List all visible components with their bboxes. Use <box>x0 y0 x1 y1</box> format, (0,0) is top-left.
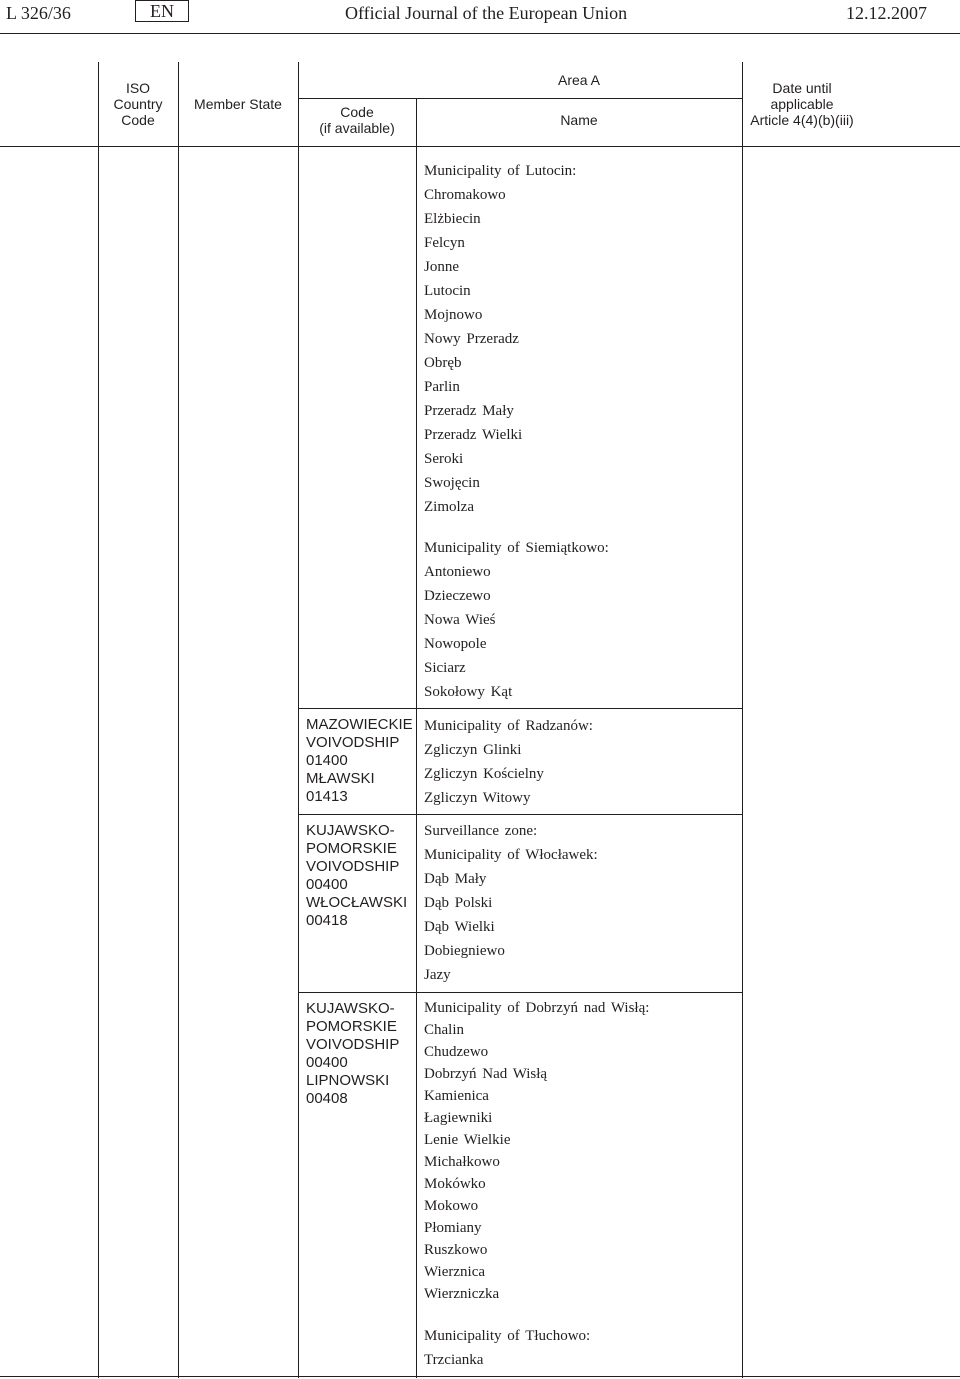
municipality-title: Municipality of Lutocin: <box>424 163 577 179</box>
municipality-title: Municipality of Siemiątkowo: <box>424 540 609 556</box>
locality-item: Felcyn <box>424 235 465 251</box>
locality-item: Zgliczyn Witowy <box>424 790 531 806</box>
locality-item: Dobrzyń Nad Wisłą <box>424 1066 548 1082</box>
locality-item: Nowa Wieś <box>424 612 496 628</box>
locality-item: Mojnowo <box>424 307 483 323</box>
locality-item: Dąb Polski <box>424 895 493 911</box>
locality-item: Chromakowo <box>424 187 506 203</box>
locality-item: Lutocin <box>424 283 471 299</box>
locality-item: Przeradz Mały <box>424 403 514 419</box>
locality-item: Płomiany <box>424 1220 482 1236</box>
column-divider <box>98 62 99 1378</box>
locality-item: Trzcianka <box>424 1352 484 1368</box>
locality-item: Zgliczyn Glinki <box>424 742 522 758</box>
municipality-group-lutocin <box>424 159 576 519</box>
zone-title: Surveillance zone: <box>424 823 538 839</box>
municipality-group-tluchowo <box>424 1324 590 1372</box>
locality-item: Siciarz <box>424 660 466 676</box>
locality-item: Wierzniczka <box>424 1286 500 1302</box>
locality-item: Łagiewniki <box>424 1110 493 1126</box>
code-cell-mlawski: MAZOWIECKIE VOIVODSHIP 01400 MŁAWSKI 01413 <box>306 716 413 805</box>
locality-item: Chalin <box>424 1022 464 1038</box>
header-iso-country-code: ISO Country Code <box>113 80 163 128</box>
locality-item: Michałkowo <box>424 1154 500 1170</box>
municipality-title: Municipality of Włocławek: <box>424 847 598 863</box>
locality-item: Dąb Wielki <box>424 919 495 935</box>
locality-item: Ruszkowo <box>424 1242 488 1258</box>
locality-item: Dobiegniewo <box>424 943 505 959</box>
page-reference: L 326/36 <box>6 3 71 23</box>
locality-item: Obręb <box>424 355 462 371</box>
locality-item: Mokowo <box>424 1198 479 1214</box>
locality-item: Jonne <box>424 259 459 275</box>
header-name: Name <box>560 112 598 128</box>
locality-item: Kamienica <box>424 1088 489 1104</box>
code-cell-wloclawski: KUJAWSKO- POMORSKIE VOIVODSHIP 00400 WŁOCŁAWSKI 00418 <box>306 822 408 929</box>
code-cell-lipnowski: KUJAWSKO- POMORSKIE VOIVODSHIP 00400 LIPNOWSKI 00408 <box>306 1000 400 1107</box>
table-header-rule <box>0 146 960 147</box>
locality-item: Zgliczyn Kościelny <box>424 766 544 782</box>
locality-item: Jazy <box>424 967 451 983</box>
municipality-group-siemiatkowo <box>424 536 609 704</box>
header-code: Code (if available) <box>319 104 395 136</box>
locality-item: Wierznica <box>424 1264 486 1280</box>
locality-item: Nowopole <box>424 636 487 652</box>
header-rule <box>0 33 960 34</box>
header-member-state: Member State <box>194 96 282 112</box>
header-date-until-applicable: Date until applicable Article 4(4)(b)(iii) <box>750 80 854 128</box>
publication-date: 12.12.2007 <box>846 3 927 23</box>
locality-item: Chudzewo <box>424 1044 489 1060</box>
municipality-title: Municipality of Tłuchowo: <box>424 1328 591 1344</box>
journal-title: Official Journal of the European Union <box>345 3 628 23</box>
column-divider <box>178 62 179 1378</box>
locality-item: Mokówko <box>424 1176 486 1192</box>
municipality-group-radzanow <box>424 714 593 810</box>
locality-item: Nowy Przeradz <box>424 331 519 347</box>
area-subheader-rule <box>298 98 742 99</box>
municipality-title: Municipality of Dobrzyń nad Wisłą: <box>424 1000 650 1016</box>
column-divider <box>298 62 299 1378</box>
locality-item: Swojęcin <box>424 475 480 491</box>
locality-item: Przeradz Wielki <box>424 427 523 443</box>
municipality-group-wloclawek <box>424 819 598 987</box>
row-divider <box>298 814 742 815</box>
column-divider <box>416 98 417 1378</box>
page-header <box>0 0 960 34</box>
row-divider <box>298 708 742 709</box>
locality-item: Antoniewo <box>424 564 491 580</box>
locality-item: Elżbiecin <box>424 211 481 227</box>
locality-item: Dzieczewo <box>424 588 491 604</box>
locality-item: Lenie Wielkie <box>424 1132 511 1148</box>
locality-item: Sokołowy Kąt <box>424 684 513 700</box>
municipality-group-dobrzyn <box>424 997 649 1305</box>
locality-item: Parlin <box>424 379 460 395</box>
locality-item: Seroki <box>424 451 464 467</box>
language-badge: EN <box>135 0 189 22</box>
table-bottom-rule <box>0 1376 960 1377</box>
column-divider <box>742 62 743 1378</box>
row-divider <box>298 992 742 993</box>
municipality-title: Municipality of Radzanów: <box>424 718 593 734</box>
locality-item: Zimolza <box>424 499 474 515</box>
header-area-a: Area A <box>557 72 601 88</box>
locality-item: Dąb Mały <box>424 871 487 887</box>
